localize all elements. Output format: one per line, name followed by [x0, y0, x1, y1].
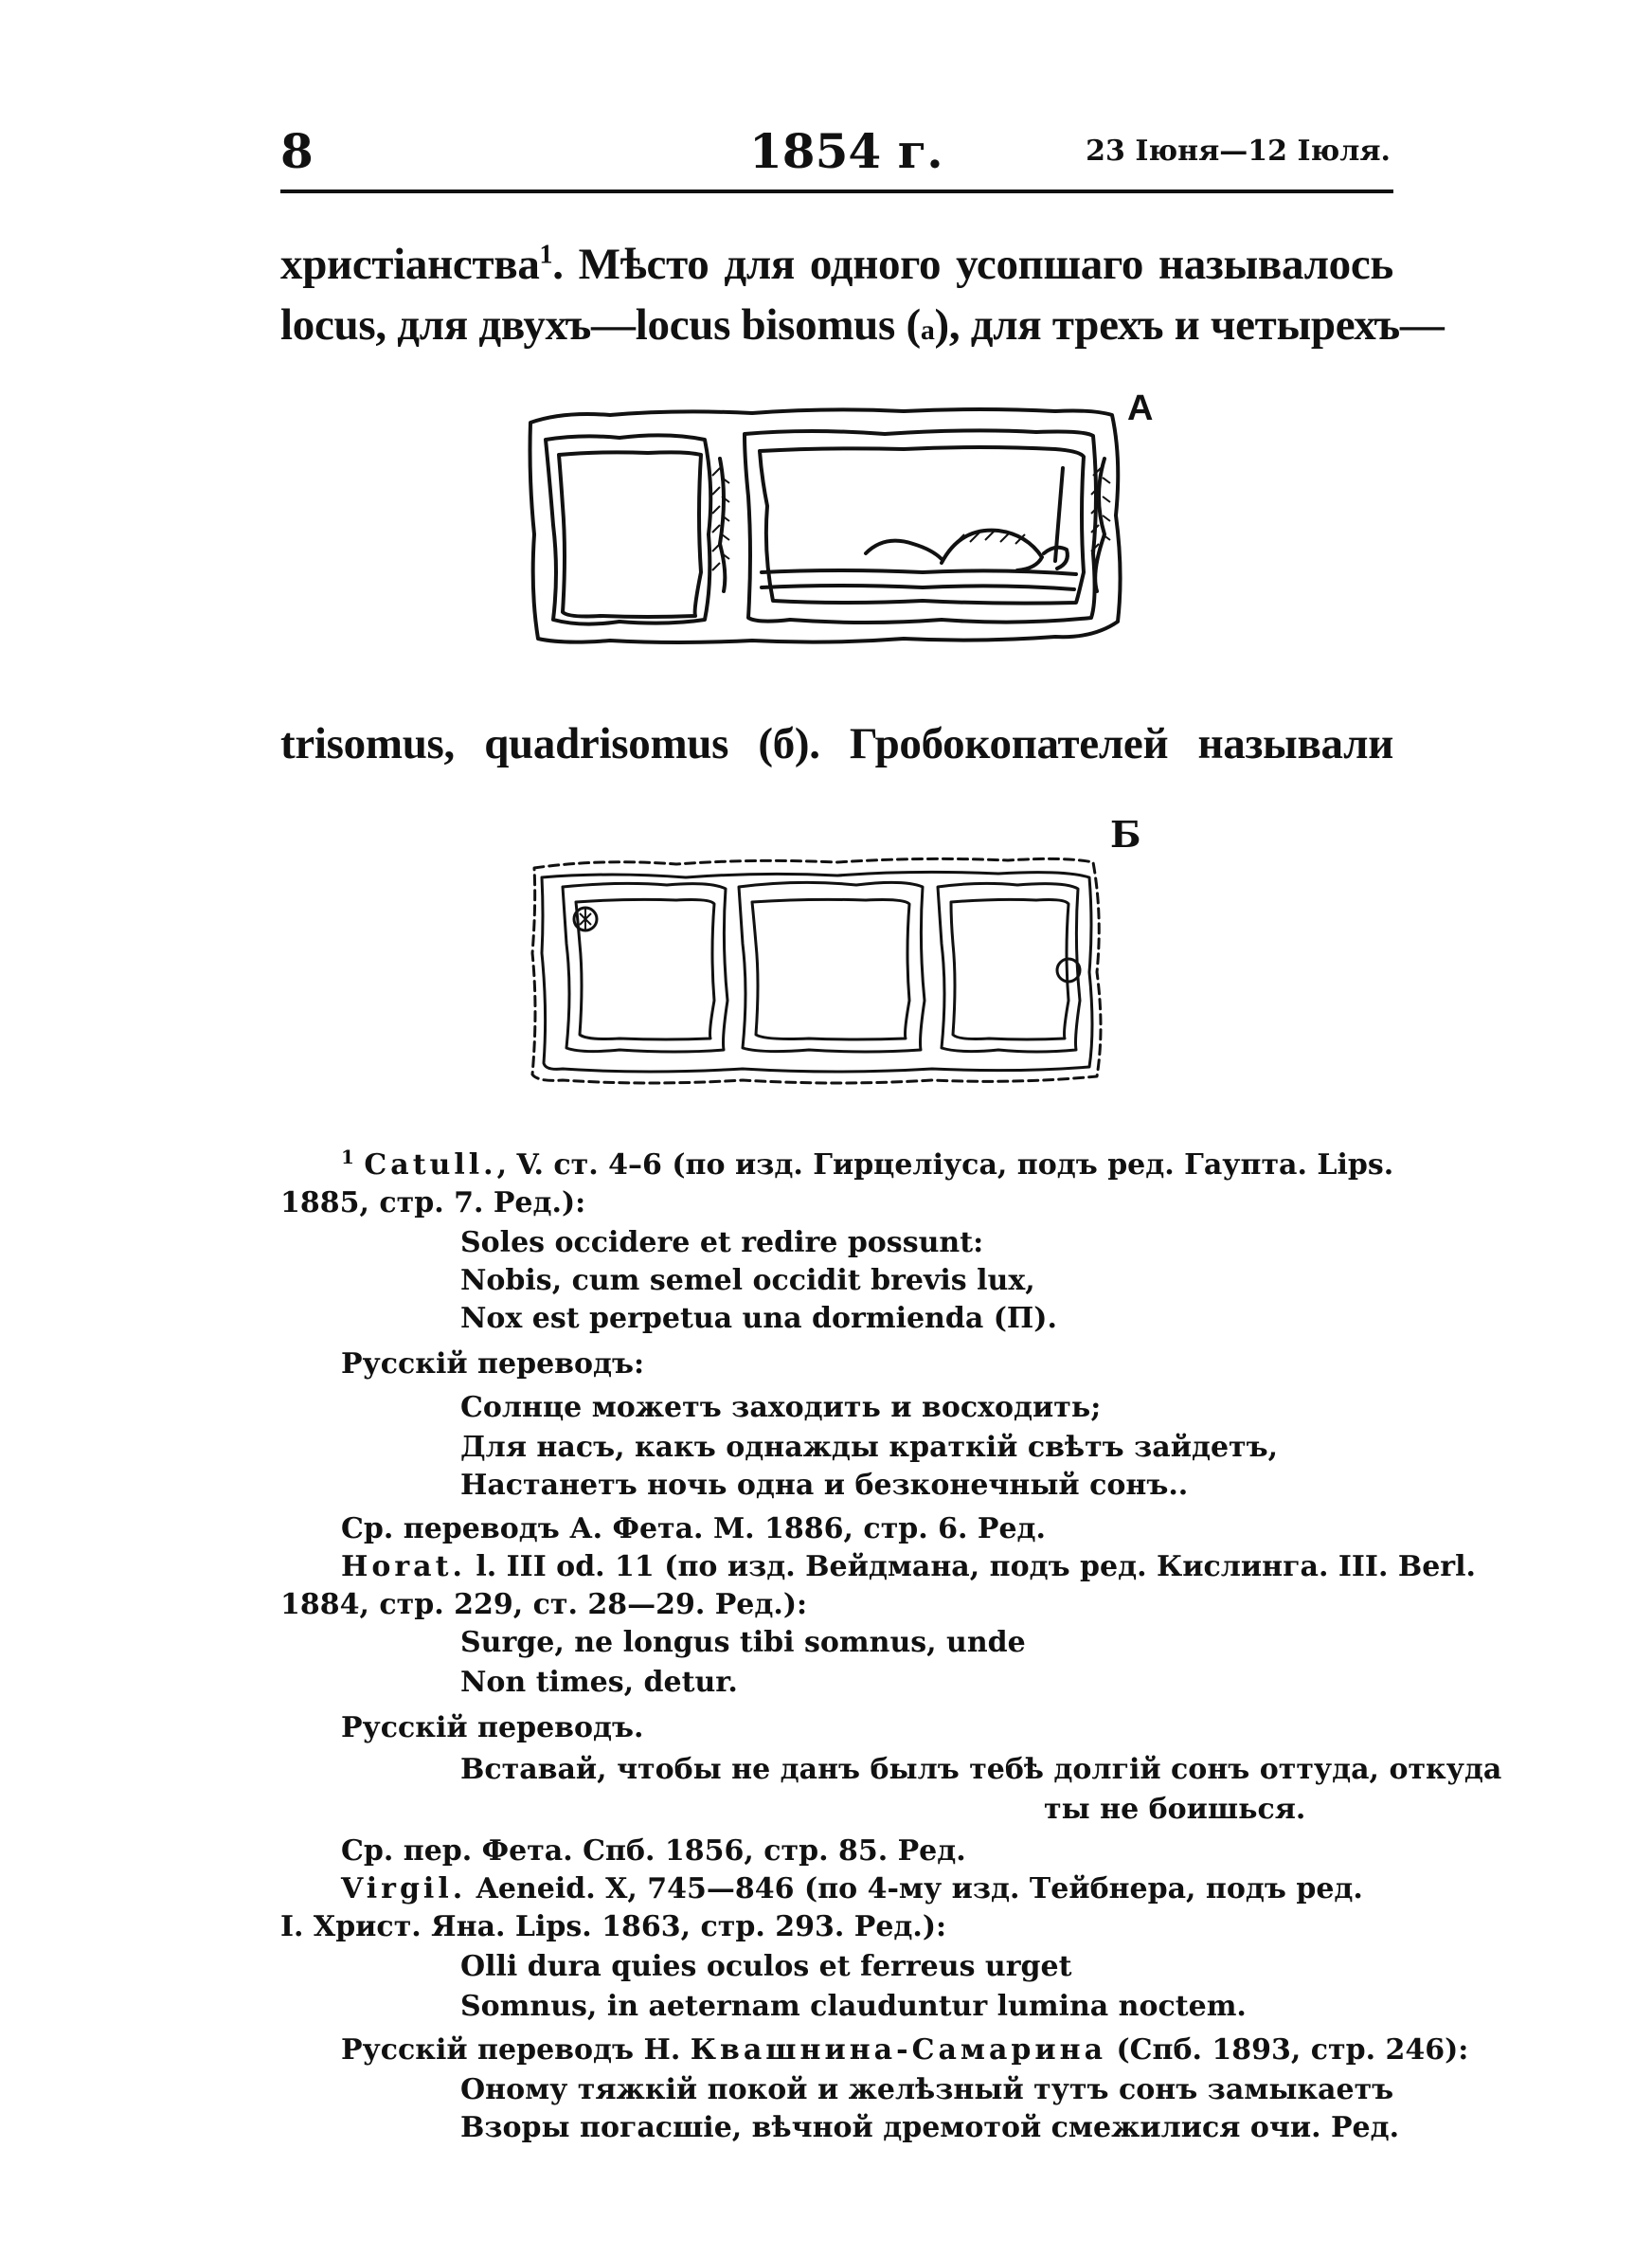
verse-line: Для насъ, какъ однажды краткій свѣтъ зайдетъ, — [460, 1431, 1279, 1464]
body-text: христіанства — [280, 240, 540, 289]
footnote-text: , V. ст. 4–6 (по изд. Гирцеліуса, подъ ред. Гаупта. Lips. — [496, 1148, 1394, 1182]
verse-line: Настанетъ ночь одна и безконечный сонъ.. — [460, 1469, 1189, 1502]
verse-line: Солнце можетъ заходить и восходить; — [460, 1391, 1102, 1424]
footnote-line: I. Христ. Яна. Lips. 1863, стр. 293. Ред.): — [280, 1910, 947, 1943]
footnote-line: Ср. переводъ А. Фета. М. 1886, стр. 6. Ред. — [341, 1512, 1046, 1545]
footnote-line: 1884, стр. 229, ст. 28—29. Ред.): — [280, 1588, 808, 1621]
body-text: locus, для двухъ—locus bisomus ( — [280, 300, 921, 350]
header-year: 1854 г. — [749, 123, 943, 179]
figure-a-label: А — [1127, 388, 1154, 428]
body-line-3: trisomus, quadrisomus (б). Гробокопателей называли — [280, 719, 1393, 768]
verse-line: Olli dura quies oculos et ferreus urget — [460, 1950, 1072, 1983]
verse-line: ты не боишься. — [1044, 1793, 1306, 1826]
verse-line: Non times, detur. — [460, 1666, 738, 1699]
cited-author: Horat. — [341, 1550, 466, 1583]
verse-line: Оному тяжкій покой и желѣзный тутъ сонъ замыкаетъ — [460, 2073, 1394, 2106]
footnote-marker: 1 — [341, 1146, 354, 1168]
footnotes — [280, 1146, 1502, 2170]
body-line-1 — [280, 239, 1393, 290]
footnote-line — [341, 1147, 1393, 1184]
footnote-line: Ср. пер. Фета. Спб. 1856, стр. 85. Ред. — [341, 1834, 966, 1868]
page-header — [280, 123, 1391, 199]
footnote-line: Русскій переводъ. — [341, 1711, 644, 1744]
body-text: ), для трехъ и четырехъ— — [934, 300, 1445, 350]
body-text: . Мѣсто для одного усопшаго называлось — [552, 240, 1393, 289]
verse-line: Nox est perpetua una dormienda (П). — [460, 1302, 1057, 1335]
cited-author: Catull. — [364, 1148, 497, 1182]
figure-b-label: Б — [1110, 813, 1141, 856]
verse-line: Soles occidere et redire possunt: — [460, 1226, 984, 1259]
footnote-line — [341, 1870, 1363, 1908]
verse-line: Surge, ne longus tibi somnus, unde — [460, 1626, 1026, 1659]
footnote-text: (Спб. 1893, стр. 246): — [1106, 2033, 1469, 2067]
figure-b-tomb-trisomus — [525, 840, 1127, 1095]
header-rule — [280, 190, 1393, 193]
footnote-text: Русскій переводъ Н. — [341, 2033, 691, 2067]
verse-line: Somnus, in aeternam clauduntur lumina noctem. — [460, 1990, 1247, 2023]
footnote-line: 1885, стр. 7. Ред.): — [280, 1186, 586, 1219]
body-line-2 — [280, 299, 1445, 351]
cited-author: Квашнина-Самарина — [690, 2033, 1107, 2067]
footnote-marker: 1 — [539, 240, 553, 270]
header-dates: 23 Іюня—12 Іюля. — [1086, 135, 1391, 168]
verse-line: Nobis, cum semel occidit brevis lux, — [460, 1264, 1035, 1297]
footnote-text: Aeneid. X, 745—846 (по 4-му изд. Тейбнера, подъ ред. — [466, 1872, 1363, 1905]
footnote-text: l. III od. 11 (по изд. Вейдмана, подъ ред. Кислинга. III. Berl. — [465, 1550, 1476, 1583]
footnote-line: Русскій переводъ: — [341, 1347, 645, 1381]
page-number: 8 — [280, 123, 314, 179]
verse-line: Вставай, чтобы не данъ былъ тебѣ долгій сонъ оттуда, откуда — [460, 1753, 1502, 1786]
figure-reference: а — [920, 315, 935, 346]
footnote-line — [341, 2031, 1468, 2069]
figure-a-tomb-bisomus — [525, 402, 1127, 667]
verse-line: Взоры погасшіе, вѣчной дремотой смежилися очи. Ред. — [460, 2111, 1400, 2144]
cited-author: Virgil. — [341, 1872, 467, 1905]
footnote-line — [341, 1548, 1476, 1586]
